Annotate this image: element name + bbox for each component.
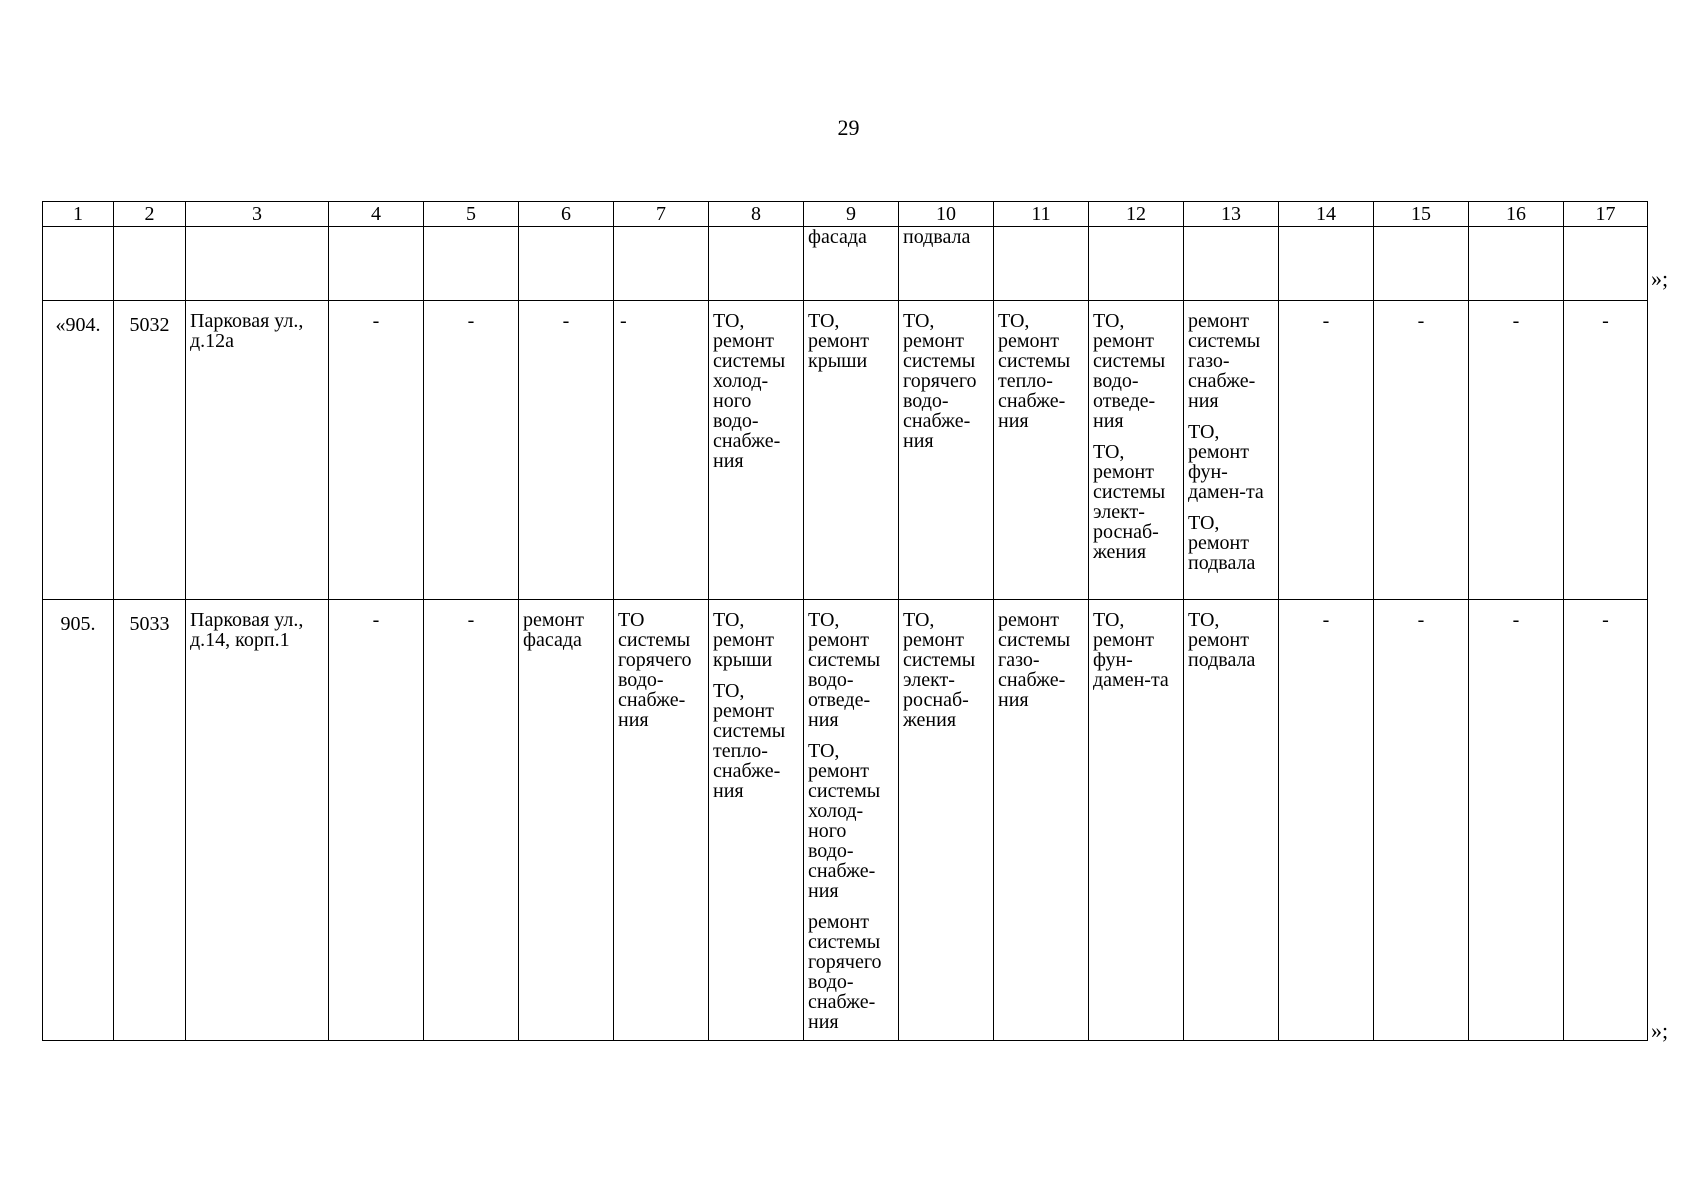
table-cell	[329, 301, 424, 600]
work-item: ТО, ремонт системы водо-отведе-ния	[1093, 310, 1166, 432]
work-item: ремонт системы газо-снабже-ния	[998, 609, 1071, 711]
dash: -	[1602, 310, 1609, 332]
table-cell	[804, 227, 899, 301]
column-header: 9	[804, 202, 899, 227]
work-item: ТО, ремонт системы горячего водо-снабже-ния	[903, 310, 977, 452]
work-item: ремонт фасада	[523, 609, 584, 651]
table-cell	[1279, 227, 1374, 301]
table-cell	[1564, 600, 1648, 1041]
column-header: 2	[114, 202, 186, 227]
table-cell	[899, 600, 994, 1041]
table-cell	[1564, 227, 1648, 301]
works-table	[42, 201, 1648, 1041]
table-cell	[519, 301, 614, 600]
column-header: 17	[1564, 202, 1648, 227]
dash: -	[1322, 310, 1330, 332]
column-header: 1	[43, 202, 114, 227]
table-cell	[1374, 600, 1469, 1041]
column-header: 3	[186, 202, 329, 227]
work-item: ТО, ремонт системы холод-ного водо-снабже-ния	[713, 310, 786, 472]
column-header: 11	[994, 202, 1089, 227]
table-cell	[1184, 227, 1279, 301]
row-number	[43, 600, 114, 1041]
table-row	[43, 600, 1648, 1041]
dash: -	[467, 310, 475, 332]
cell-text: фасада	[808, 226, 867, 248]
column-header: 10	[899, 202, 994, 227]
table-cell	[899, 227, 994, 301]
table-cell	[614, 301, 709, 600]
table-cell	[424, 301, 519, 600]
table-cell	[1279, 301, 1374, 600]
table-cell	[1089, 600, 1184, 1041]
table-cell	[424, 227, 519, 301]
row-address-text: Парковая ул., д.12а	[190, 310, 304, 352]
work-item: ТО, ремонт крыши	[713, 609, 774, 671]
work-item: ТО, ремонт системы элект-роснаб-жения	[903, 609, 976, 731]
table-cell	[709, 301, 804, 600]
closing-quote: »;	[1651, 266, 1669, 291]
table-cell	[1374, 301, 1469, 600]
work-item: ТО, ремонт фун-дамен-та	[1188, 421, 1264, 503]
work-item: ТО, ремонт подвала	[1188, 609, 1256, 671]
table-cell	[114, 227, 186, 301]
work-item: ТО, ремонт системы тепло-снабже-ния	[998, 310, 1071, 432]
column-header: 6	[519, 202, 614, 227]
column-header: 4	[329, 202, 424, 227]
table-cell	[1184, 301, 1279, 600]
table-cell	[1184, 600, 1279, 1041]
work-item: ТО, ремонт системы элект-роснаб-жения	[1093, 441, 1166, 563]
row-address	[186, 301, 329, 600]
table-cell	[519, 227, 614, 301]
table-row	[43, 301, 1648, 600]
table-cell	[614, 600, 709, 1041]
table-cell	[1089, 227, 1184, 301]
table-cell	[994, 301, 1089, 600]
column-header: 15	[1374, 202, 1469, 227]
table-cell	[899, 301, 994, 600]
work-item: ремонт системы горячего водо-снабже-ния	[808, 911, 882, 1033]
work-item: ТО, ремонт крыши	[808, 310, 869, 372]
dash: -	[562, 310, 570, 332]
row-number	[43, 301, 114, 600]
dash: -	[1417, 609, 1425, 631]
column-header: 12	[1089, 202, 1184, 227]
row-number-text: «904.	[55, 314, 101, 336]
table-cell	[519, 600, 614, 1041]
table-cell	[1469, 227, 1564, 301]
column-header: 7	[614, 202, 709, 227]
table-cell	[614, 227, 709, 301]
row-code-text: 5033	[129, 613, 170, 635]
row-address	[186, 600, 329, 1041]
dash: -	[372, 310, 380, 332]
table-cell	[804, 600, 899, 1041]
table-cell	[424, 600, 519, 1041]
table-cell	[1374, 227, 1469, 301]
table-cell	[709, 600, 804, 1041]
dash: -	[1417, 310, 1425, 332]
table-cell	[804, 301, 899, 600]
work-item: ТО, ремонт системы водо-отведе-ния	[808, 609, 881, 731]
row-number-text: 905.	[60, 613, 96, 635]
table-cell	[1564, 301, 1648, 600]
column-header: 14	[1279, 202, 1374, 227]
column-header: 16	[1469, 202, 1564, 227]
column-header: 13	[1184, 202, 1279, 227]
cell-text: подвала	[903, 226, 971, 248]
table-row-continuation	[43, 227, 1648, 301]
table-cell	[329, 600, 424, 1041]
table-cell	[329, 227, 424, 301]
table-cell	[186, 227, 329, 301]
dash: -	[372, 609, 380, 631]
table-cell	[1089, 301, 1184, 600]
work-item: ТО, ремонт подвала	[1188, 512, 1256, 574]
dash: -	[620, 310, 627, 332]
dash: -	[467, 609, 475, 631]
work-item: ТО, ремонт системы тепло-снабже-ния	[713, 680, 786, 802]
table-cell	[1469, 301, 1564, 600]
dash: -	[1602, 609, 1609, 631]
table-cell	[1469, 600, 1564, 1041]
dash: -	[1512, 609, 1520, 631]
work-item: ТО, ремонт фун-дамен-та	[1093, 609, 1169, 691]
dash: -	[1512, 310, 1520, 332]
table-cell	[709, 227, 804, 301]
column-header: 8	[709, 202, 804, 227]
table-header-row	[43, 202, 1648, 227]
table-cell	[994, 600, 1089, 1041]
table-cell	[43, 227, 114, 301]
work-item: ремонт системы газо-снабже-ния	[1188, 310, 1261, 412]
page-number: 29	[837, 115, 860, 140]
column-header: 5	[424, 202, 519, 227]
table-cell	[994, 227, 1089, 301]
row-code	[114, 301, 186, 600]
row-code-text: 5032	[129, 314, 170, 336]
dash: -	[1322, 609, 1330, 631]
work-item: ТО, ремонт системы холод-ного водо-снабже-ния	[808, 740, 881, 902]
closing-quote: »;	[1651, 1018, 1669, 1043]
row-address-text: Парковая ул., д.14, корп.1	[190, 609, 304, 651]
row-code	[114, 600, 186, 1041]
table-cell	[1279, 600, 1374, 1041]
work-item: ТО системы горячего водо-снабже-ния	[618, 609, 692, 731]
